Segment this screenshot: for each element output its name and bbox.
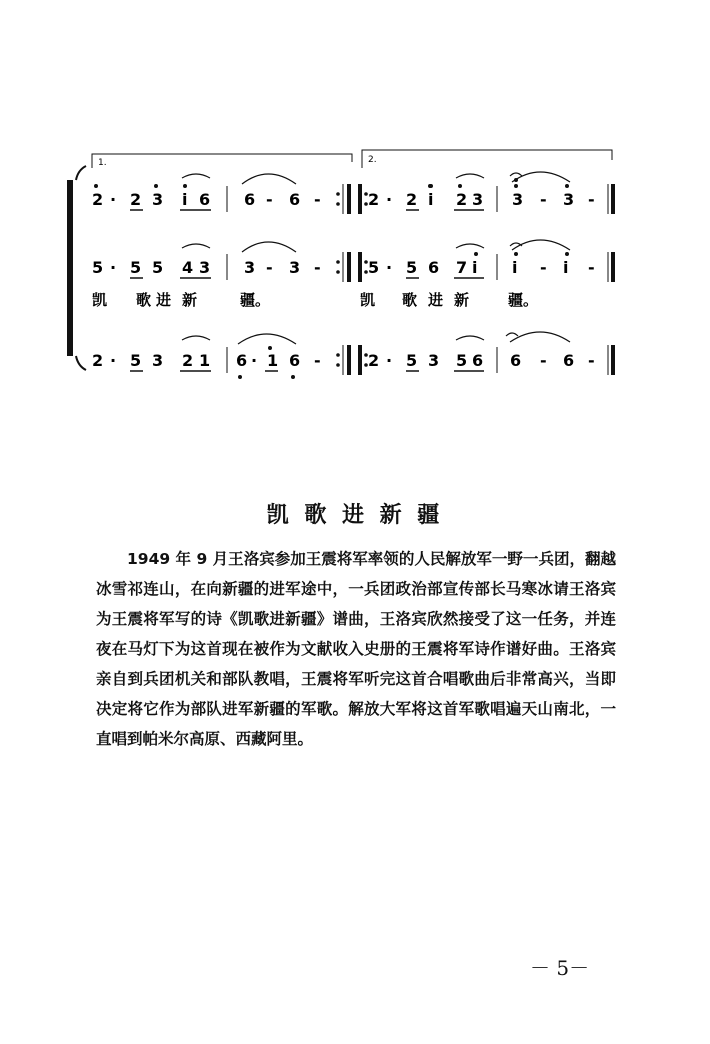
svg-text:2: 2 <box>406 190 418 209</box>
svg-text:-: - <box>540 190 547 209</box>
svg-text:i: i <box>472 258 478 277</box>
score-row-2 <box>92 240 613 282</box>
svg-text:i: i <box>428 190 434 209</box>
svg-text:6: 6 <box>289 190 301 209</box>
score-row-3 <box>92 332 613 379</box>
svg-text:-: - <box>588 190 595 209</box>
volta-1 <box>92 154 352 168</box>
svg-text:-: - <box>314 258 321 277</box>
svg-text:2: 2 <box>182 351 194 370</box>
lyrics-row <box>92 291 538 309</box>
svg-text:3: 3 <box>289 258 301 277</box>
svg-text:疆。: 疆。 <box>240 291 271 309</box>
svg-text:3: 3 <box>428 351 440 370</box>
svg-text:-: - <box>314 190 321 209</box>
svg-text:疆。: 疆。 <box>508 291 539 309</box>
svg-text:1: 1 <box>267 351 279 370</box>
svg-text:·: · <box>251 351 258 370</box>
svg-text:5: 5 <box>406 351 418 370</box>
svg-text:5: 5 <box>152 258 164 277</box>
page-number: － 5－ <box>530 956 590 980</box>
svg-text:3: 3 <box>512 190 524 209</box>
music-score <box>0 0 710 460</box>
svg-text:6: 6 <box>472 351 484 370</box>
svg-text:-: - <box>588 351 595 370</box>
svg-text:6: 6 <box>563 351 575 370</box>
svg-text:5: 5 <box>130 351 142 370</box>
svg-text:3: 3 <box>472 190 484 209</box>
svg-text:凯: 凯 <box>92 291 108 309</box>
svg-text:进: 进 <box>428 291 444 309</box>
svg-text:2: 2 <box>368 351 380 370</box>
svg-text:新: 新 <box>182 291 198 309</box>
svg-text:5: 5 <box>92 258 104 277</box>
svg-text:6: 6 <box>510 351 522 370</box>
svg-text:4: 4 <box>182 258 194 277</box>
svg-text:7: 7 <box>456 258 468 277</box>
svg-text:5: 5 <box>406 258 418 277</box>
svg-text:·: · <box>110 351 117 370</box>
article-body <box>96 544 616 754</box>
svg-text:-: - <box>266 190 273 209</box>
svg-text:i: i <box>182 190 188 209</box>
svg-text:6: 6 <box>236 351 248 370</box>
svg-text:2: 2 <box>130 190 142 209</box>
svg-text:-: - <box>314 351 321 370</box>
svg-text:6: 6 <box>289 351 301 370</box>
svg-text:2: 2 <box>456 190 468 209</box>
svg-text:5: 5 <box>130 258 142 277</box>
svg-text:3: 3 <box>244 258 256 277</box>
system-bracket <box>70 166 86 370</box>
svg-text:·: · <box>386 258 393 277</box>
svg-text:新: 新 <box>454 291 470 309</box>
svg-text:-: - <box>540 351 547 370</box>
svg-text:3: 3 <box>152 351 164 370</box>
svg-text:1: 1 <box>199 351 211 370</box>
svg-text:-: - <box>588 258 595 277</box>
svg-text:i: i <box>563 258 569 277</box>
volta-2 <box>362 150 612 168</box>
svg-text:-: - <box>266 258 273 277</box>
svg-text:3: 3 <box>152 190 164 209</box>
svg-text:歌: 歌 <box>136 291 152 309</box>
svg-text:2: 2 <box>92 351 104 370</box>
svg-text:3: 3 <box>563 190 575 209</box>
svg-text:3: 3 <box>199 258 211 277</box>
svg-text:6: 6 <box>428 258 440 277</box>
svg-text:·: · <box>386 351 393 370</box>
svg-text:歌: 歌 <box>402 291 418 309</box>
svg-text:2: 2 <box>368 190 380 209</box>
svg-text:5: 5 <box>368 258 380 277</box>
svg-text:5: 5 <box>456 351 468 370</box>
svg-text:6: 6 <box>244 190 256 209</box>
svg-text:凯: 凯 <box>360 291 376 309</box>
svg-text:2.: 2. <box>368 155 377 165</box>
svg-text:·: · <box>110 190 117 209</box>
svg-text:1.: 1. <box>98 158 107 168</box>
svg-text:i: i <box>512 258 518 277</box>
svg-text:2: 2 <box>92 190 104 209</box>
score-row-1 <box>92 172 613 214</box>
svg-text:进: 进 <box>156 291 172 309</box>
svg-text:·: · <box>386 190 393 209</box>
svg-text:-: - <box>540 258 547 277</box>
svg-text:6: 6 <box>199 190 211 209</box>
article-paragraph: 1949 年 9 月王洛宾参加王震将军率领的人民解放军一野一兵团，翻越冰雪祁连山，在向新疆的进军途中，一兵团政治部宣传部长马寒冰请王洛宾为王震将军写的诗《凯歌进新疆》谱曲，王洛宾欣然接受了这一任务，并连夜在马灯下为这首现在被作为文献收入史册的王震将军诗作谱好曲。王洛宾亲自到兵团机关和部队教唱，王震将军听完这首合唱歌曲后非常高兴，当即决定将它作为部队进军新疆的军歌。解放大军将这首军歌唱遍天山南北，一直唱到帕米尔高原、西藏阿里。 <box>96 550 616 748</box>
article-title: 凯 歌 进 新 疆 <box>266 503 444 528</box>
svg-text:·: · <box>110 258 117 277</box>
